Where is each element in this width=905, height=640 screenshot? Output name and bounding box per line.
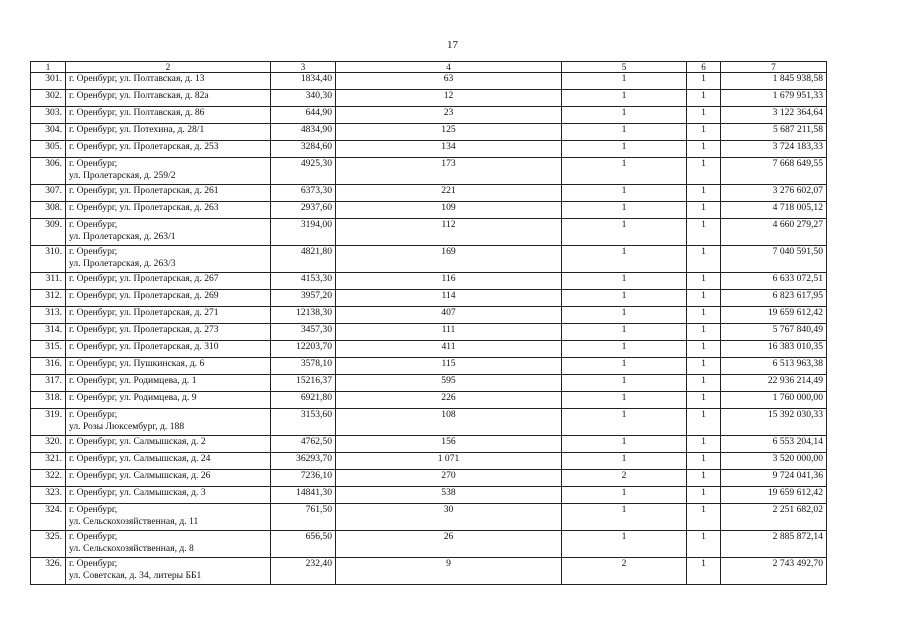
amount-cell: 6 553 204,14 bbox=[721, 436, 827, 453]
row-number-cell: 314. bbox=[31, 324, 66, 341]
col5-cell: 1 bbox=[562, 307, 687, 324]
row-number-cell: 325. bbox=[31, 531, 66, 558]
col3-cell: 4821,80 bbox=[271, 246, 336, 273]
address-cell: г. Оренбург, ул. Пролетарская, д. 259/2 bbox=[66, 158, 271, 185]
row-number-cell: 308. bbox=[31, 202, 66, 219]
col3-cell: 3957,20 bbox=[271, 290, 336, 307]
registry-table bbox=[30, 61, 827, 585]
col6-cell: 1 bbox=[687, 90, 721, 107]
column-header-2: 2 bbox=[66, 62, 271, 73]
col5-cell: 2 bbox=[562, 470, 687, 487]
amount-cell: 15 392 030,33 bbox=[721, 409, 827, 436]
table-row bbox=[31, 392, 827, 409]
column-header-4: 4 bbox=[336, 62, 562, 73]
col4-cell: 112 bbox=[336, 219, 562, 246]
col3-cell: 656,50 bbox=[271, 531, 336, 558]
header-row bbox=[31, 62, 827, 73]
col5-cell: 1 bbox=[562, 202, 687, 219]
address-cell: г. Оренбург, ул. Советская, д. 34, литеры ББ1 bbox=[66, 558, 271, 585]
table-row bbox=[31, 219, 827, 246]
row-number-cell: 322. bbox=[31, 470, 66, 487]
table-row bbox=[31, 124, 827, 141]
col4-cell: 156 bbox=[336, 436, 562, 453]
col5-cell: 1 bbox=[562, 358, 687, 375]
table-row bbox=[31, 107, 827, 124]
col6-cell: 1 bbox=[687, 453, 721, 470]
col4-cell: 125 bbox=[336, 124, 562, 141]
col3-cell: 12138,30 bbox=[271, 307, 336, 324]
address-cell: г. Оренбург, ул. Полтавская, д. 82а bbox=[66, 90, 271, 107]
amount-cell: 2 885 872,14 bbox=[721, 531, 827, 558]
address-cell: г. Оренбург, ул. Пролетарская, д. 271 bbox=[66, 307, 271, 324]
table-row bbox=[31, 90, 827, 107]
table-row bbox=[31, 158, 827, 185]
col3-cell: 1834,40 bbox=[271, 73, 336, 90]
col5-cell: 1 bbox=[562, 324, 687, 341]
col4-cell: 538 bbox=[336, 487, 562, 504]
col4-cell: 114 bbox=[336, 290, 562, 307]
row-number-cell: 303. bbox=[31, 107, 66, 124]
table-row bbox=[31, 324, 827, 341]
col5-cell: 1 bbox=[562, 273, 687, 290]
address-cell: г. Оренбург, ул. Пролетарская, д. 263 bbox=[66, 202, 271, 219]
col6-cell: 1 bbox=[687, 185, 721, 202]
address-cell: г. Оренбург, ул. Полтавская, д. 13 bbox=[66, 73, 271, 90]
col3-cell: 3284,60 bbox=[271, 141, 336, 158]
row-number-cell: 315. bbox=[31, 341, 66, 358]
address-cell: г. Оренбург, ул. Сельскохозяйственная, д. 11 bbox=[66, 504, 271, 531]
table-row bbox=[31, 307, 827, 324]
table-row bbox=[31, 453, 827, 470]
table-row bbox=[31, 290, 827, 307]
amount-cell: 7 668 649,55 bbox=[721, 158, 827, 185]
table-row bbox=[31, 558, 827, 585]
amount-cell: 1 760 000,00 bbox=[721, 392, 827, 409]
col5-cell: 1 bbox=[562, 185, 687, 202]
col4-cell: 169 bbox=[336, 246, 562, 273]
col4-cell: 134 bbox=[336, 141, 562, 158]
col3-cell: 4762,50 bbox=[271, 436, 336, 453]
table-row bbox=[31, 358, 827, 375]
col6-cell: 1 bbox=[687, 219, 721, 246]
col4-cell: 1 071 bbox=[336, 453, 562, 470]
row-number-cell: 313. bbox=[31, 307, 66, 324]
col6-cell: 1 bbox=[687, 290, 721, 307]
column-header-1: 1 bbox=[31, 62, 66, 73]
row-number-cell: 301. bbox=[31, 73, 66, 90]
address-cell: г. Оренбург, ул. Пролетарская, д. 273 bbox=[66, 324, 271, 341]
col6-cell: 1 bbox=[687, 73, 721, 90]
col3-cell: 644,90 bbox=[271, 107, 336, 124]
row-number-cell: 326. bbox=[31, 558, 66, 585]
table-row bbox=[31, 409, 827, 436]
col3-cell: 15216,37 bbox=[271, 375, 336, 392]
col6-cell: 1 bbox=[687, 158, 721, 185]
row-number-cell: 321. bbox=[31, 453, 66, 470]
col4-cell: 173 bbox=[336, 158, 562, 185]
col6-cell: 1 bbox=[687, 202, 721, 219]
col3-cell: 6921,80 bbox=[271, 392, 336, 409]
amount-cell: 4 718 005,12 bbox=[721, 202, 827, 219]
col3-cell: 3194,00 bbox=[271, 219, 336, 246]
col6-cell: 1 bbox=[687, 392, 721, 409]
col6-cell: 1 bbox=[687, 246, 721, 273]
amount-cell: 6 823 617,95 bbox=[721, 290, 827, 307]
col4-cell: 226 bbox=[336, 392, 562, 409]
table-row bbox=[31, 141, 827, 158]
table-row bbox=[31, 273, 827, 290]
row-number-cell: 309. bbox=[31, 219, 66, 246]
amount-cell: 22 936 214,49 bbox=[721, 375, 827, 392]
col4-cell: 411 bbox=[336, 341, 562, 358]
col5-cell: 1 bbox=[562, 290, 687, 307]
col3-cell: 232,40 bbox=[271, 558, 336, 585]
address-cell: г. Оренбург, ул. Салмышская, д. 24 bbox=[66, 453, 271, 470]
address-cell: г. Оренбург, ул. Полтавская, д. 86 bbox=[66, 107, 271, 124]
amount-cell: 19 659 612,42 bbox=[721, 307, 827, 324]
row-number-cell: 324. bbox=[31, 504, 66, 531]
col4-cell: 115 bbox=[336, 358, 562, 375]
col3-cell: 761,50 bbox=[271, 504, 336, 531]
col6-cell: 1 bbox=[687, 141, 721, 158]
col5-cell: 2 bbox=[562, 558, 687, 585]
col6-cell: 1 bbox=[687, 504, 721, 531]
address-cell: г. Оренбург, ул. Пролетарская, д. 253 bbox=[66, 141, 271, 158]
table-row bbox=[31, 470, 827, 487]
col5-cell: 1 bbox=[562, 487, 687, 504]
row-number-cell: 310. bbox=[31, 246, 66, 273]
col4-cell: 108 bbox=[336, 409, 562, 436]
address-cell: г. Оренбург, ул. Салмышская, д. 3 bbox=[66, 487, 271, 504]
col5-cell: 1 bbox=[562, 504, 687, 531]
row-number-cell: 302. bbox=[31, 90, 66, 107]
col3-cell: 36293,70 bbox=[271, 453, 336, 470]
col5-cell: 1 bbox=[562, 246, 687, 273]
col6-cell: 1 bbox=[687, 124, 721, 141]
col5-cell: 1 bbox=[562, 392, 687, 409]
address-cell: г. Оренбург, ул. Розы Люксембург, д. 188 bbox=[66, 409, 271, 436]
col6-cell: 1 bbox=[687, 531, 721, 558]
col3-cell: 340,30 bbox=[271, 90, 336, 107]
address-cell: г. Оренбург, ул. Сельскохозяйственная, д. 8 bbox=[66, 531, 271, 558]
col4-cell: 26 bbox=[336, 531, 562, 558]
col6-cell: 1 bbox=[687, 341, 721, 358]
amount-cell: 7 040 591,50 bbox=[721, 246, 827, 273]
row-number-cell: 311. bbox=[31, 273, 66, 290]
amount-cell: 6 633 072,51 bbox=[721, 273, 827, 290]
col6-cell: 1 bbox=[687, 487, 721, 504]
row-number-cell: 305. bbox=[31, 141, 66, 158]
address-cell: г. Оренбург, ул. Пролетарская, д. 267 bbox=[66, 273, 271, 290]
row-number-cell: 317. bbox=[31, 375, 66, 392]
col6-cell: 1 bbox=[687, 307, 721, 324]
amount-cell: 2 743 492,70 bbox=[721, 558, 827, 585]
col3-cell: 7236,10 bbox=[271, 470, 336, 487]
col6-cell: 1 bbox=[687, 273, 721, 290]
col3-cell: 4925,30 bbox=[271, 158, 336, 185]
amount-cell: 1 679 951,33 bbox=[721, 90, 827, 107]
col3-cell: 14841,30 bbox=[271, 487, 336, 504]
col6-cell: 1 bbox=[687, 558, 721, 585]
col5-cell: 1 bbox=[562, 409, 687, 436]
col4-cell: 9 bbox=[336, 558, 562, 585]
col5-cell: 1 bbox=[562, 453, 687, 470]
col6-cell: 1 bbox=[687, 470, 721, 487]
page-number: 17 bbox=[447, 39, 458, 51]
amount-cell: 5 687 211,58 bbox=[721, 124, 827, 141]
row-number-cell: 312. bbox=[31, 290, 66, 307]
col6-cell: 1 bbox=[687, 375, 721, 392]
table-row bbox=[31, 202, 827, 219]
col4-cell: 63 bbox=[336, 73, 562, 90]
table-row bbox=[31, 341, 827, 358]
col3-cell: 12203,70 bbox=[271, 341, 336, 358]
col5-cell: 1 bbox=[562, 375, 687, 392]
col6-cell: 1 bbox=[687, 107, 721, 124]
col3-cell: 3578,10 bbox=[271, 358, 336, 375]
table-row bbox=[31, 487, 827, 504]
col5-cell: 1 bbox=[562, 436, 687, 453]
row-number-cell: 320. bbox=[31, 436, 66, 453]
address-cell: г. Оренбург, ул. Родимцева, д. 1 bbox=[66, 375, 271, 392]
amount-cell: 6 513 963,38 bbox=[721, 358, 827, 375]
table-row bbox=[31, 375, 827, 392]
col4-cell: 111 bbox=[336, 324, 562, 341]
col6-cell: 1 bbox=[687, 358, 721, 375]
col5-cell: 1 bbox=[562, 219, 687, 246]
col5-cell: 1 bbox=[562, 90, 687, 107]
row-number-cell: 319. bbox=[31, 409, 66, 436]
amount-cell: 2 251 682,02 bbox=[721, 504, 827, 531]
col4-cell: 109 bbox=[336, 202, 562, 219]
amount-cell: 1 845 938,58 bbox=[721, 73, 827, 90]
address-cell: г. Оренбург, ул. Салмышская, д. 26 bbox=[66, 470, 271, 487]
address-cell: г. Оренбург, ул. Родимцева, д. 9 bbox=[66, 392, 271, 409]
address-cell: г. Оренбург, ул. Пролетарская, д. 310 bbox=[66, 341, 271, 358]
col3-cell: 6373,30 bbox=[271, 185, 336, 202]
col3-cell: 3153,60 bbox=[271, 409, 336, 436]
row-number-cell: 304. bbox=[31, 124, 66, 141]
table-row bbox=[31, 246, 827, 273]
amount-cell: 19 659 612,42 bbox=[721, 487, 827, 504]
address-cell: г. Оренбург, ул. Пролетарская, д. 269 bbox=[66, 290, 271, 307]
col4-cell: 23 bbox=[336, 107, 562, 124]
amount-cell: 3 724 183,33 bbox=[721, 141, 827, 158]
table-row bbox=[31, 73, 827, 90]
col5-cell: 1 bbox=[562, 141, 687, 158]
col6-cell: 1 bbox=[687, 409, 721, 436]
col4-cell: 116 bbox=[336, 273, 562, 290]
col5-cell: 1 bbox=[562, 107, 687, 124]
col5-cell: 1 bbox=[562, 531, 687, 558]
col4-cell: 270 bbox=[336, 470, 562, 487]
address-cell: г. Оренбург, ул. Пролетарская, д. 263/3 bbox=[66, 246, 271, 273]
row-number-cell: 318. bbox=[31, 392, 66, 409]
table-row bbox=[31, 504, 827, 531]
address-cell: г. Оренбург, ул. Пролетарская, д. 261 bbox=[66, 185, 271, 202]
row-number-cell: 307. bbox=[31, 185, 66, 202]
address-cell: г. Оренбург, ул. Салмышская, д. 2 bbox=[66, 436, 271, 453]
col3-cell: 3457,30 bbox=[271, 324, 336, 341]
col3-cell: 4153,30 bbox=[271, 273, 336, 290]
col6-cell: 1 bbox=[687, 436, 721, 453]
amount-cell: 3 276 602,07 bbox=[721, 185, 827, 202]
col4-cell: 221 bbox=[336, 185, 562, 202]
amount-cell: 3 122 364,64 bbox=[721, 107, 827, 124]
col5-cell: 1 bbox=[562, 158, 687, 185]
col5-cell: 1 bbox=[562, 73, 687, 90]
column-header-3: 3 bbox=[271, 62, 336, 73]
address-cell: г. Оренбург, ул. Потехина, д. 28/1 bbox=[66, 124, 271, 141]
amount-cell: 5 767 840,49 bbox=[721, 324, 827, 341]
table-row bbox=[31, 436, 827, 453]
col5-cell: 1 bbox=[562, 124, 687, 141]
table-row bbox=[31, 185, 827, 202]
amount-cell: 9 724 041,36 bbox=[721, 470, 827, 487]
amount-cell: 4 660 279,27 bbox=[721, 219, 827, 246]
col4-cell: 407 bbox=[336, 307, 562, 324]
col3-cell: 4834,90 bbox=[271, 124, 336, 141]
column-header-6: 6 bbox=[687, 62, 721, 73]
col6-cell: 1 bbox=[687, 324, 721, 341]
col3-cell: 2937,60 bbox=[271, 202, 336, 219]
column-header-5: 5 bbox=[562, 62, 687, 73]
column-header-7: 7 bbox=[721, 62, 827, 73]
col4-cell: 12 bbox=[336, 90, 562, 107]
amount-cell: 16 383 010,35 bbox=[721, 341, 827, 358]
amount-cell: 3 520 000,00 bbox=[721, 453, 827, 470]
address-cell: г. Оренбург, ул. Пушкинская, д. 6 bbox=[66, 358, 271, 375]
address-cell: г. Оренбург, ул. Пролетарская, д. 263/1 bbox=[66, 219, 271, 246]
col5-cell: 1 bbox=[562, 341, 687, 358]
row-number-cell: 323. bbox=[31, 487, 66, 504]
col4-cell: 595 bbox=[336, 375, 562, 392]
col4-cell: 30 bbox=[336, 504, 562, 531]
table-row bbox=[31, 531, 827, 558]
row-number-cell: 306. bbox=[31, 158, 66, 185]
row-number-cell: 316. bbox=[31, 358, 66, 375]
